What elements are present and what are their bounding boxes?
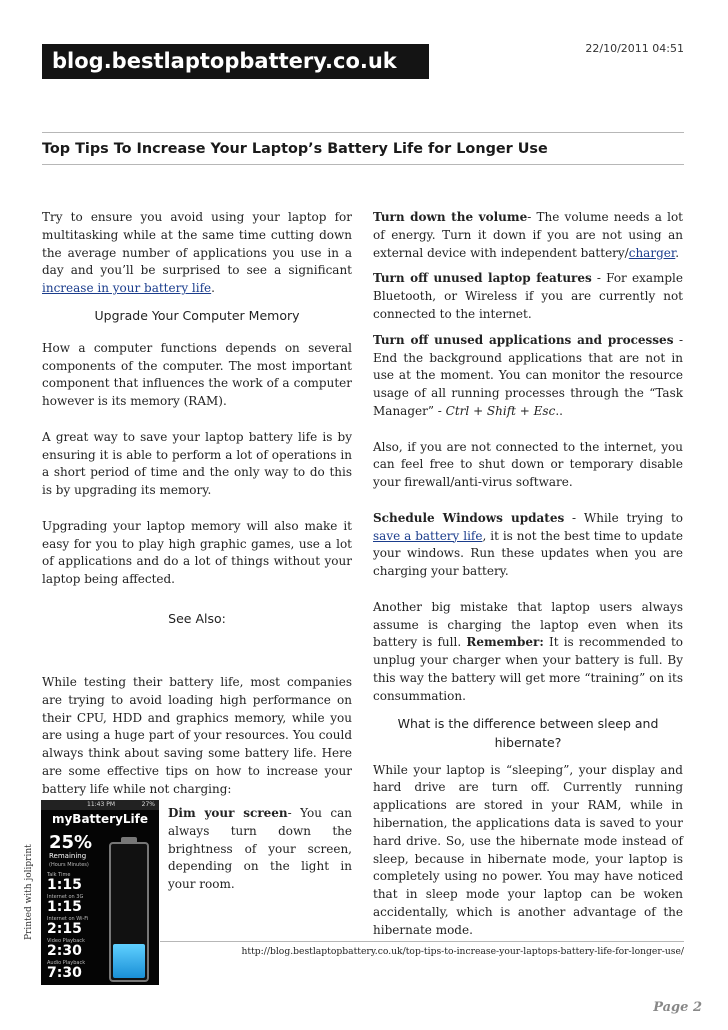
tip-features: Turn off unused laptop features - For example Bluetooth, or Wireless if you are currently not connected to the internet. xyxy=(373,271,683,321)
tip-updates: Schedule Windows updates - While trying to save a battery life, it is not the best time to update your windows. Run these updates when you are charging your battery. xyxy=(373,510,683,579)
page-number: Page 2 xyxy=(653,1000,702,1015)
heading-sleep-hibernate: What is the difference between sleep and hibernate? xyxy=(397,715,659,750)
battery-level-fill xyxy=(113,944,145,978)
paragraph-internet: Also, if you are not connected to the internet, you can feel free to shut down or temporary disable your firewall/anti-virus software. xyxy=(373,439,683,490)
battery-icon xyxy=(109,842,149,982)
paragraph-graphics: Upgrading your laptop memory will also make it easy for you to play high graphic games, use a lot of applications and do a lot of things without your laptop being affected. xyxy=(42,518,352,587)
paragraph-dim-screen: Dim your screen- You can always turn down the brightness of your screen, depending on the light in your room. xyxy=(168,806,353,892)
stat-internet-wifi: Internet on Wi-Fi 2:15 xyxy=(47,916,89,937)
right-column xyxy=(373,209,683,939)
title-rule-bottom xyxy=(42,164,684,165)
site-banner[interactable]: blog.bestlaptopbattery.co.uk xyxy=(42,44,429,79)
stat-talk-time: Talk Time 1:15 xyxy=(47,872,82,893)
paragraph-memory: How a computer functions depends on several components of the computer. The most important component that influences the work of a computer however is its memory (RAM). xyxy=(42,340,352,409)
paragraph-charging-mistake: Another big mistake that laptop users always assume is charging the laptop even when its battery is full. Remember: It is recommended to unplug your charger when your battery is full. By this way the battery will get more “training” on its consummation. xyxy=(373,599,683,703)
app-title: myBatteryLife xyxy=(51,812,149,826)
title-rule-top xyxy=(42,132,684,133)
stat-video: Video Playback 2:30 xyxy=(47,938,85,959)
tip-volume: Turn down the volume- The volume needs a lot of energy. Turn it down if you are not using an external device with independent battery/charger. xyxy=(373,210,684,260)
remaining-label: Remaining (Hours Minutes) xyxy=(49,852,89,868)
battery-app-screenshot xyxy=(41,800,159,985)
phone-status-bar: 11:43 PM 27% xyxy=(41,800,159,810)
timestamp: 22/10/2011 04:51 xyxy=(585,42,684,55)
tip-applications: Turn off unused applications and processes - End the background applications that are not in use at the moment. You can monitor the resource usage of all running processes through the “Task Manager” - Ctrl + Shift + Esc.. xyxy=(373,332,683,418)
stat-audio: Audio Playback 7:30 xyxy=(47,960,86,981)
printed-with-label: Printed with joliprint xyxy=(24,844,34,940)
save-battery-life-link[interactable]: save a battery life xyxy=(373,528,483,543)
paragraph-testing: While testing their battery life, most companies are trying to avoid loading high performance on their CPU, HDD and graphics memory, while you are using a huge part of your resources. You could always think about saving some battery life. Here are some effective tips on how to increase your battery life while not charging: xyxy=(42,675,352,796)
left-column-lower xyxy=(42,674,352,799)
battery-percent: 25% xyxy=(49,832,93,853)
article-title: Top Tips To Increase Your Laptop’s Battery Life for Longer Use xyxy=(42,141,548,157)
paragraph-multitasking: Try to ensure you avoid using your laptop for multitasking while at the same time cutting down the average number of applications you use in a day and you’ll be surprised to see a significant increase in your battery life. xyxy=(42,210,352,296)
see-also-heading: See Also: xyxy=(168,611,226,626)
paragraph-sleep-hibernate: While your laptop is “sleeping”, your display and hard drive are turn off. Currently running applications are stored in your RAM, while in hibernation, the applications data is saved to your hard drive. So, use the hibernate mode instead of sleep, because in hibernate mode, your laptop is completely using no power. You may have noticed that in sleep mode your laptop can be woken accidentally, which is another advantage of the hibernate mode. xyxy=(373,762,683,937)
heading-upgrade-memory: Upgrade Your Computer Memory xyxy=(94,307,300,323)
paragraph-upgrade: A great way to save your laptop battery life is by ensuring it is able to perform a lot of operations in a short period of time and the only way to do this is by upgrading its memory. xyxy=(42,429,352,498)
left-column xyxy=(42,209,352,589)
increase-battery-life-link[interactable]: increase in your battery life xyxy=(42,281,212,296)
footer-rule xyxy=(160,941,684,942)
charger-link[interactable]: charger xyxy=(628,245,676,260)
source-url[interactable]: http://blog.bestlaptopbattery.co.uk/top-tips-to-increase-your-laptops-battery-life-for-longer-use/ xyxy=(241,946,684,957)
stat-internet-3g: Internet on 3G 1:15 xyxy=(47,894,84,915)
